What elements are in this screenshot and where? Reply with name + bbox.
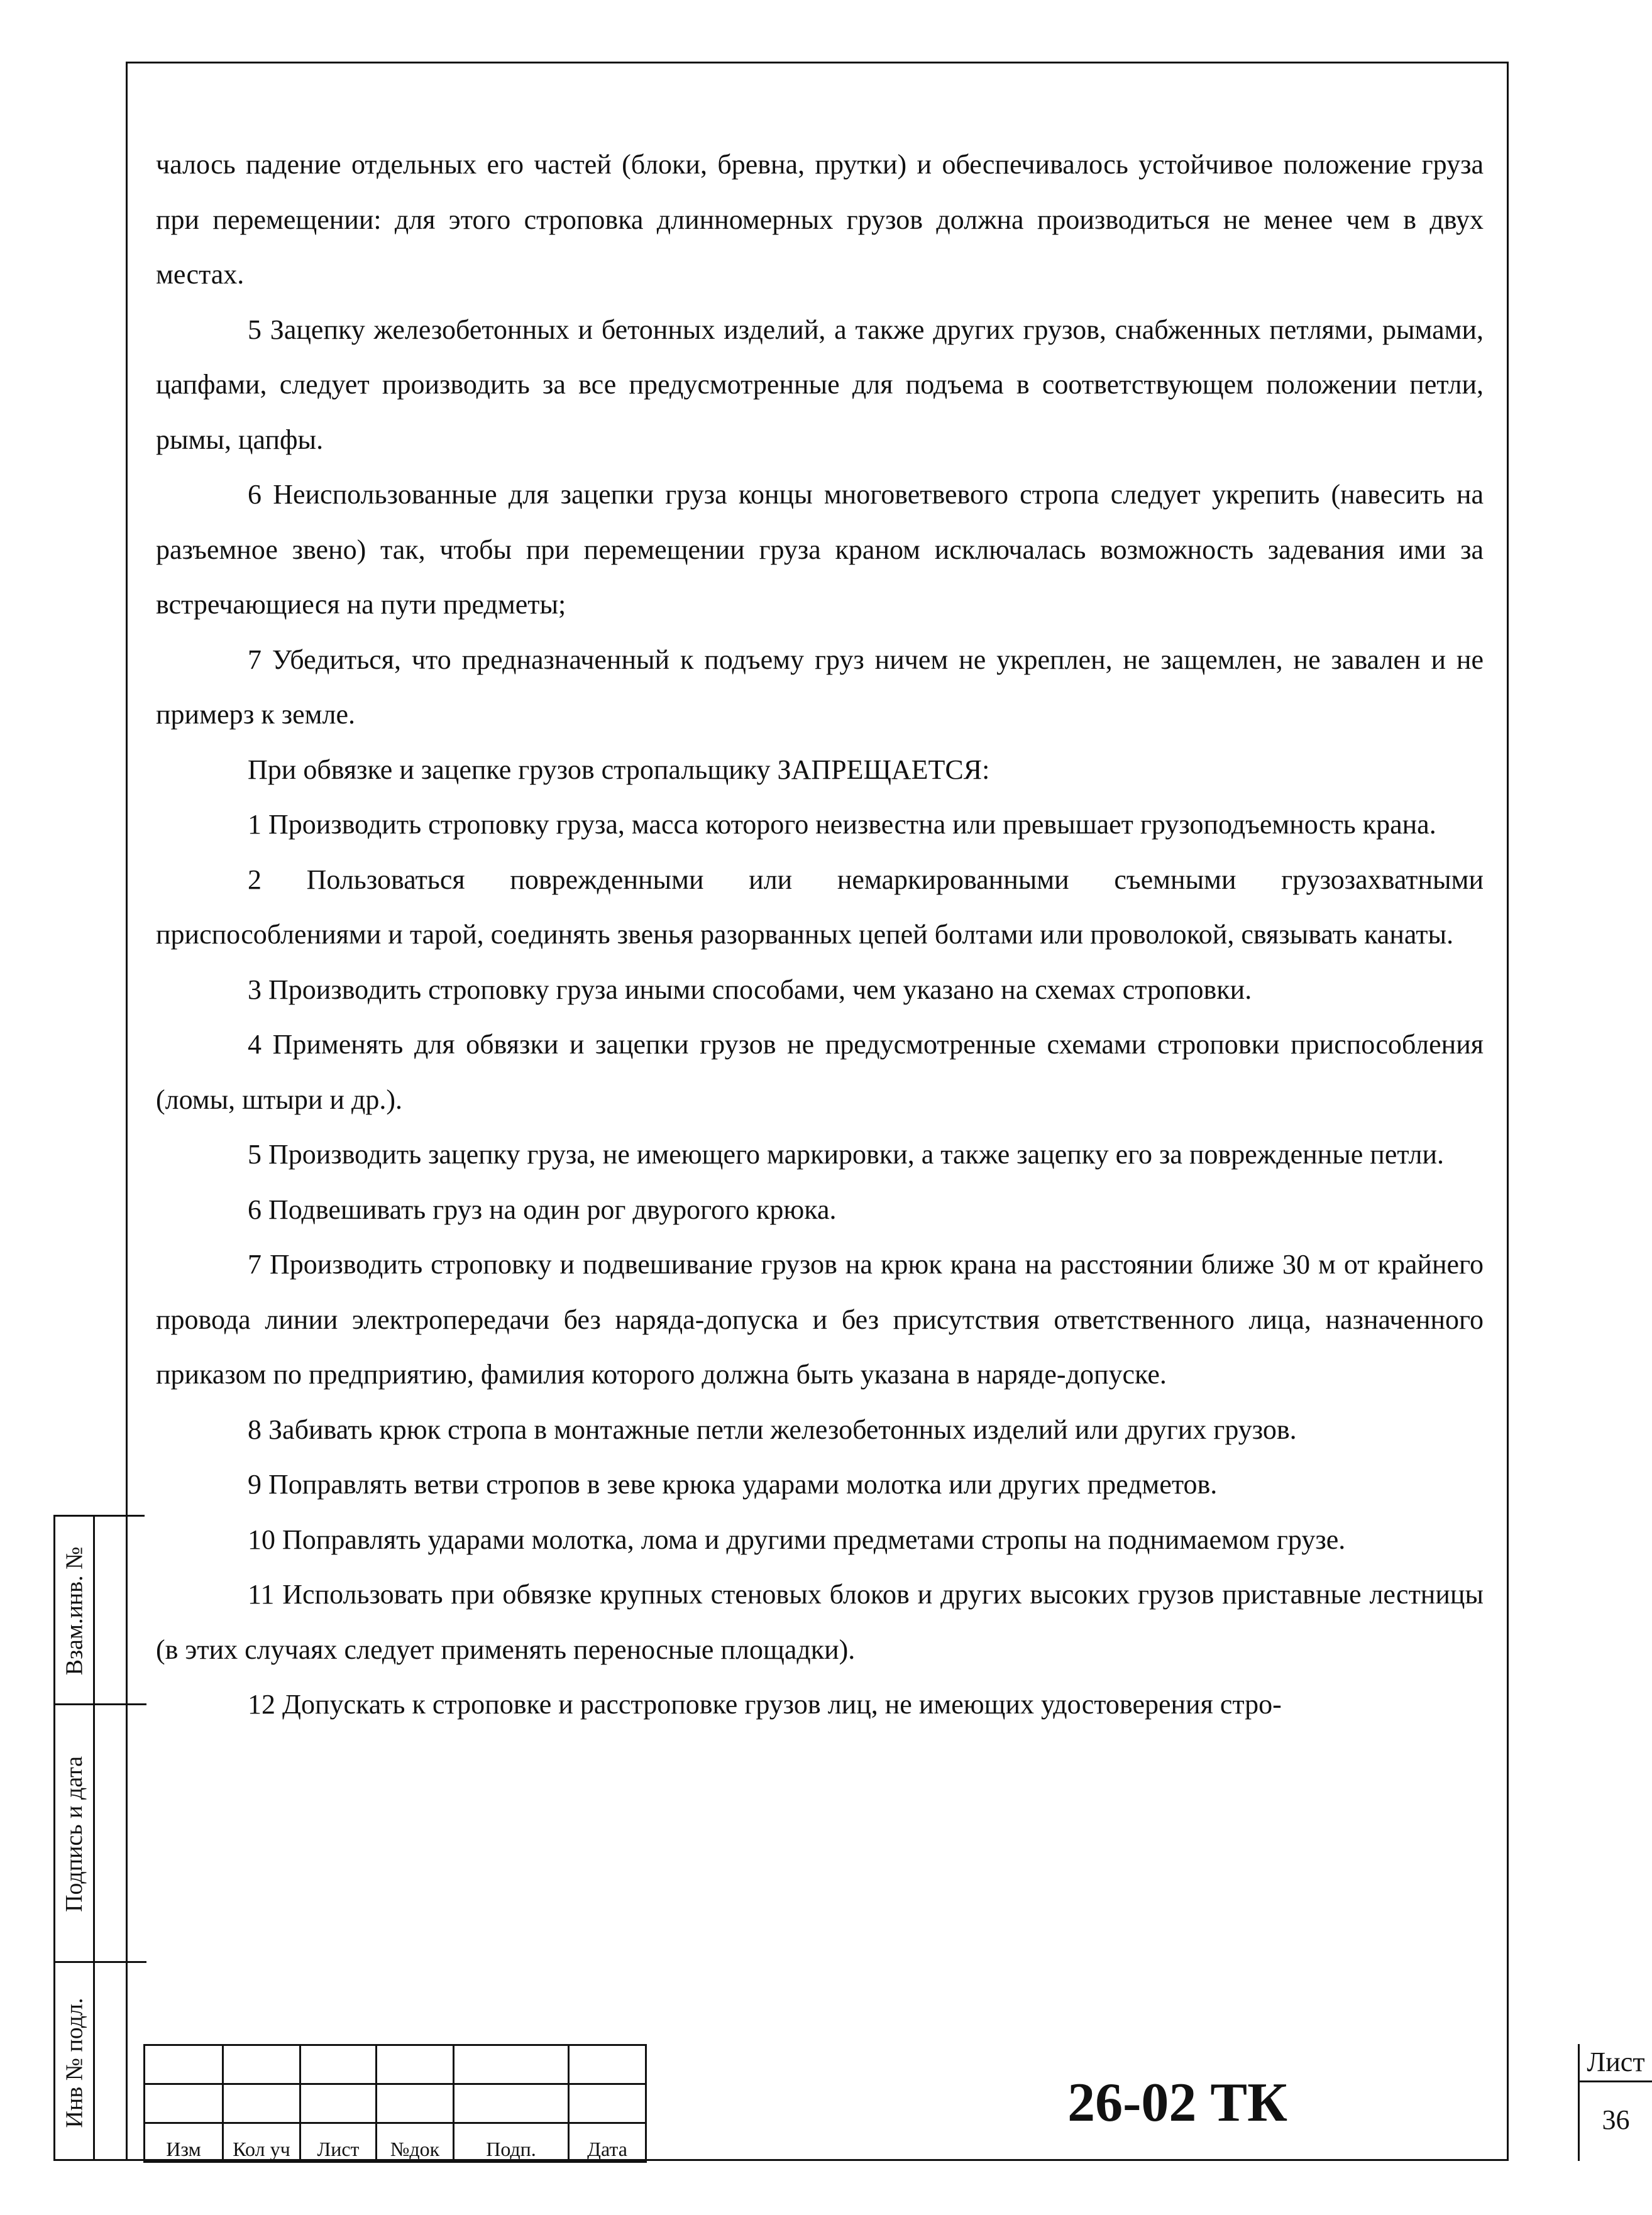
sheet-number: 36 bbox=[1602, 2104, 1630, 2135]
paragraph: 9 Поправлять ветви стропов в зеве крюка ударами молотка или других предметов. bbox=[248, 1469, 1218, 1500]
paragraph: 7 Убедиться, что предназначенный к подъему груз ничем не укреплен, не защемлен, не завален и не примерз к земле. bbox=[156, 644, 1484, 730]
col-data: Дата bbox=[569, 2123, 646, 2162]
paragraph: 5 Производить зацепку груза, не имеющего маркировки, а также зацепку его за поврежденные петли. bbox=[248, 1139, 1445, 1170]
paragraph: 8 Забивать крюк стропа в монтажные петли железобетонных изделий или других грузов. bbox=[248, 1414, 1297, 1445]
paragraph: 3 Производить строповку груза иными способами, чем указано на схемах строповки. bbox=[248, 974, 1252, 1005]
paragraph: 6 Подвешивать груз на один рог двурогого крюка. bbox=[248, 1194, 837, 1225]
col-list: Лист bbox=[300, 2123, 377, 2162]
col-izm: Изм bbox=[145, 2123, 223, 2162]
inv-original-label: Инв № подл. bbox=[61, 1998, 88, 2128]
paragraph: чалось падение отдельных его частей (блоки, бревна, прутки) и обеспечивалось устойчивое положение груза при перемещении: для этого строповка длинномерных грузов должна производиться не менее чем в двух местах. bbox=[156, 149, 1484, 290]
signature-date-label: Подпись и дата bbox=[61, 1756, 88, 1913]
side-stamp bbox=[53, 1515, 145, 2161]
paragraph: 2 Пользоваться поврежденными или немаркированными съемными грузозахватными приспособлениями и тарой, соединять звенья разорванных цепей болтами или проволокой, связывать канаты. bbox=[156, 864, 1484, 950]
paragraph: 4 Применять для обвязки и зацепки грузов не предусмотренные схемами строповки приспособления (ломы, штыри и др.). bbox=[156, 1029, 1484, 1115]
col-podp: Подп. bbox=[454, 2123, 569, 2162]
document-code: 26-02 ТК bbox=[1067, 2072, 1287, 2133]
paragraph: 5 Зацепку железобетонных и бетонных изделий, а также других грузов, снабженных петлями, рымами, цапфами, следует производить за все предусмотренные для подъема в соответствующем положении петли, рымы, цапфы. bbox=[156, 314, 1484, 455]
paragraph: 1 Производить строповку груза, масса которого неизвестна или превышает грузоподъемность крана. bbox=[248, 809, 1436, 840]
paragraph: 12 Допускать к строповке и расстроповке грузов лиц, не имеющих удостоверения стро- bbox=[248, 1689, 1282, 1720]
section-heading: При обвязке и зацепке грузов стропальщику ЗАПРЕЩАЕТСЯ: bbox=[248, 754, 990, 785]
paragraph: 11 Использовать при обвязке крупных стеновых блоков и других высоких грузов приставные лестницы (в этих случаях следует применять переносные площадки). bbox=[156, 1579, 1484, 1665]
replace-inv-label: Взам.инв. № bbox=[61, 1546, 88, 1676]
paragraph: 7 Производить строповку и подвешивание грузов на крюк крана на расстоянии ближе 30 м от крайнего провода линии электропередачи без наряда-допуска и без присутствия ответственного лица, назначенного приказом по предприятию, фамилия которого должна быть указана в наряде-допуске. bbox=[156, 1249, 1484, 1390]
title-block bbox=[143, 2044, 1645, 2161]
paragraph: 6 Неиспользованные для зацепки груза концы многоветвевого стропа следует укрепить (навесить на разъемное звено) так, чтобы при перемещении груза краном исключалась возможность задевания ими за встречающиеся на пути предметы; bbox=[156, 479, 1484, 620]
col-kol-uch: Кол уч bbox=[223, 2123, 300, 2162]
document-body bbox=[156, 137, 1484, 1732]
revision-table bbox=[143, 2044, 647, 2163]
paragraph: 10 Поправлять ударами молотка, лома и другими предметами стропы на поднимаемом грузе. bbox=[248, 1524, 1346, 1555]
col-ndok: №док bbox=[377, 2123, 454, 2162]
sheet-label: Лист bbox=[1580, 2044, 1652, 2082]
sheet-box bbox=[1578, 2044, 1652, 2161]
